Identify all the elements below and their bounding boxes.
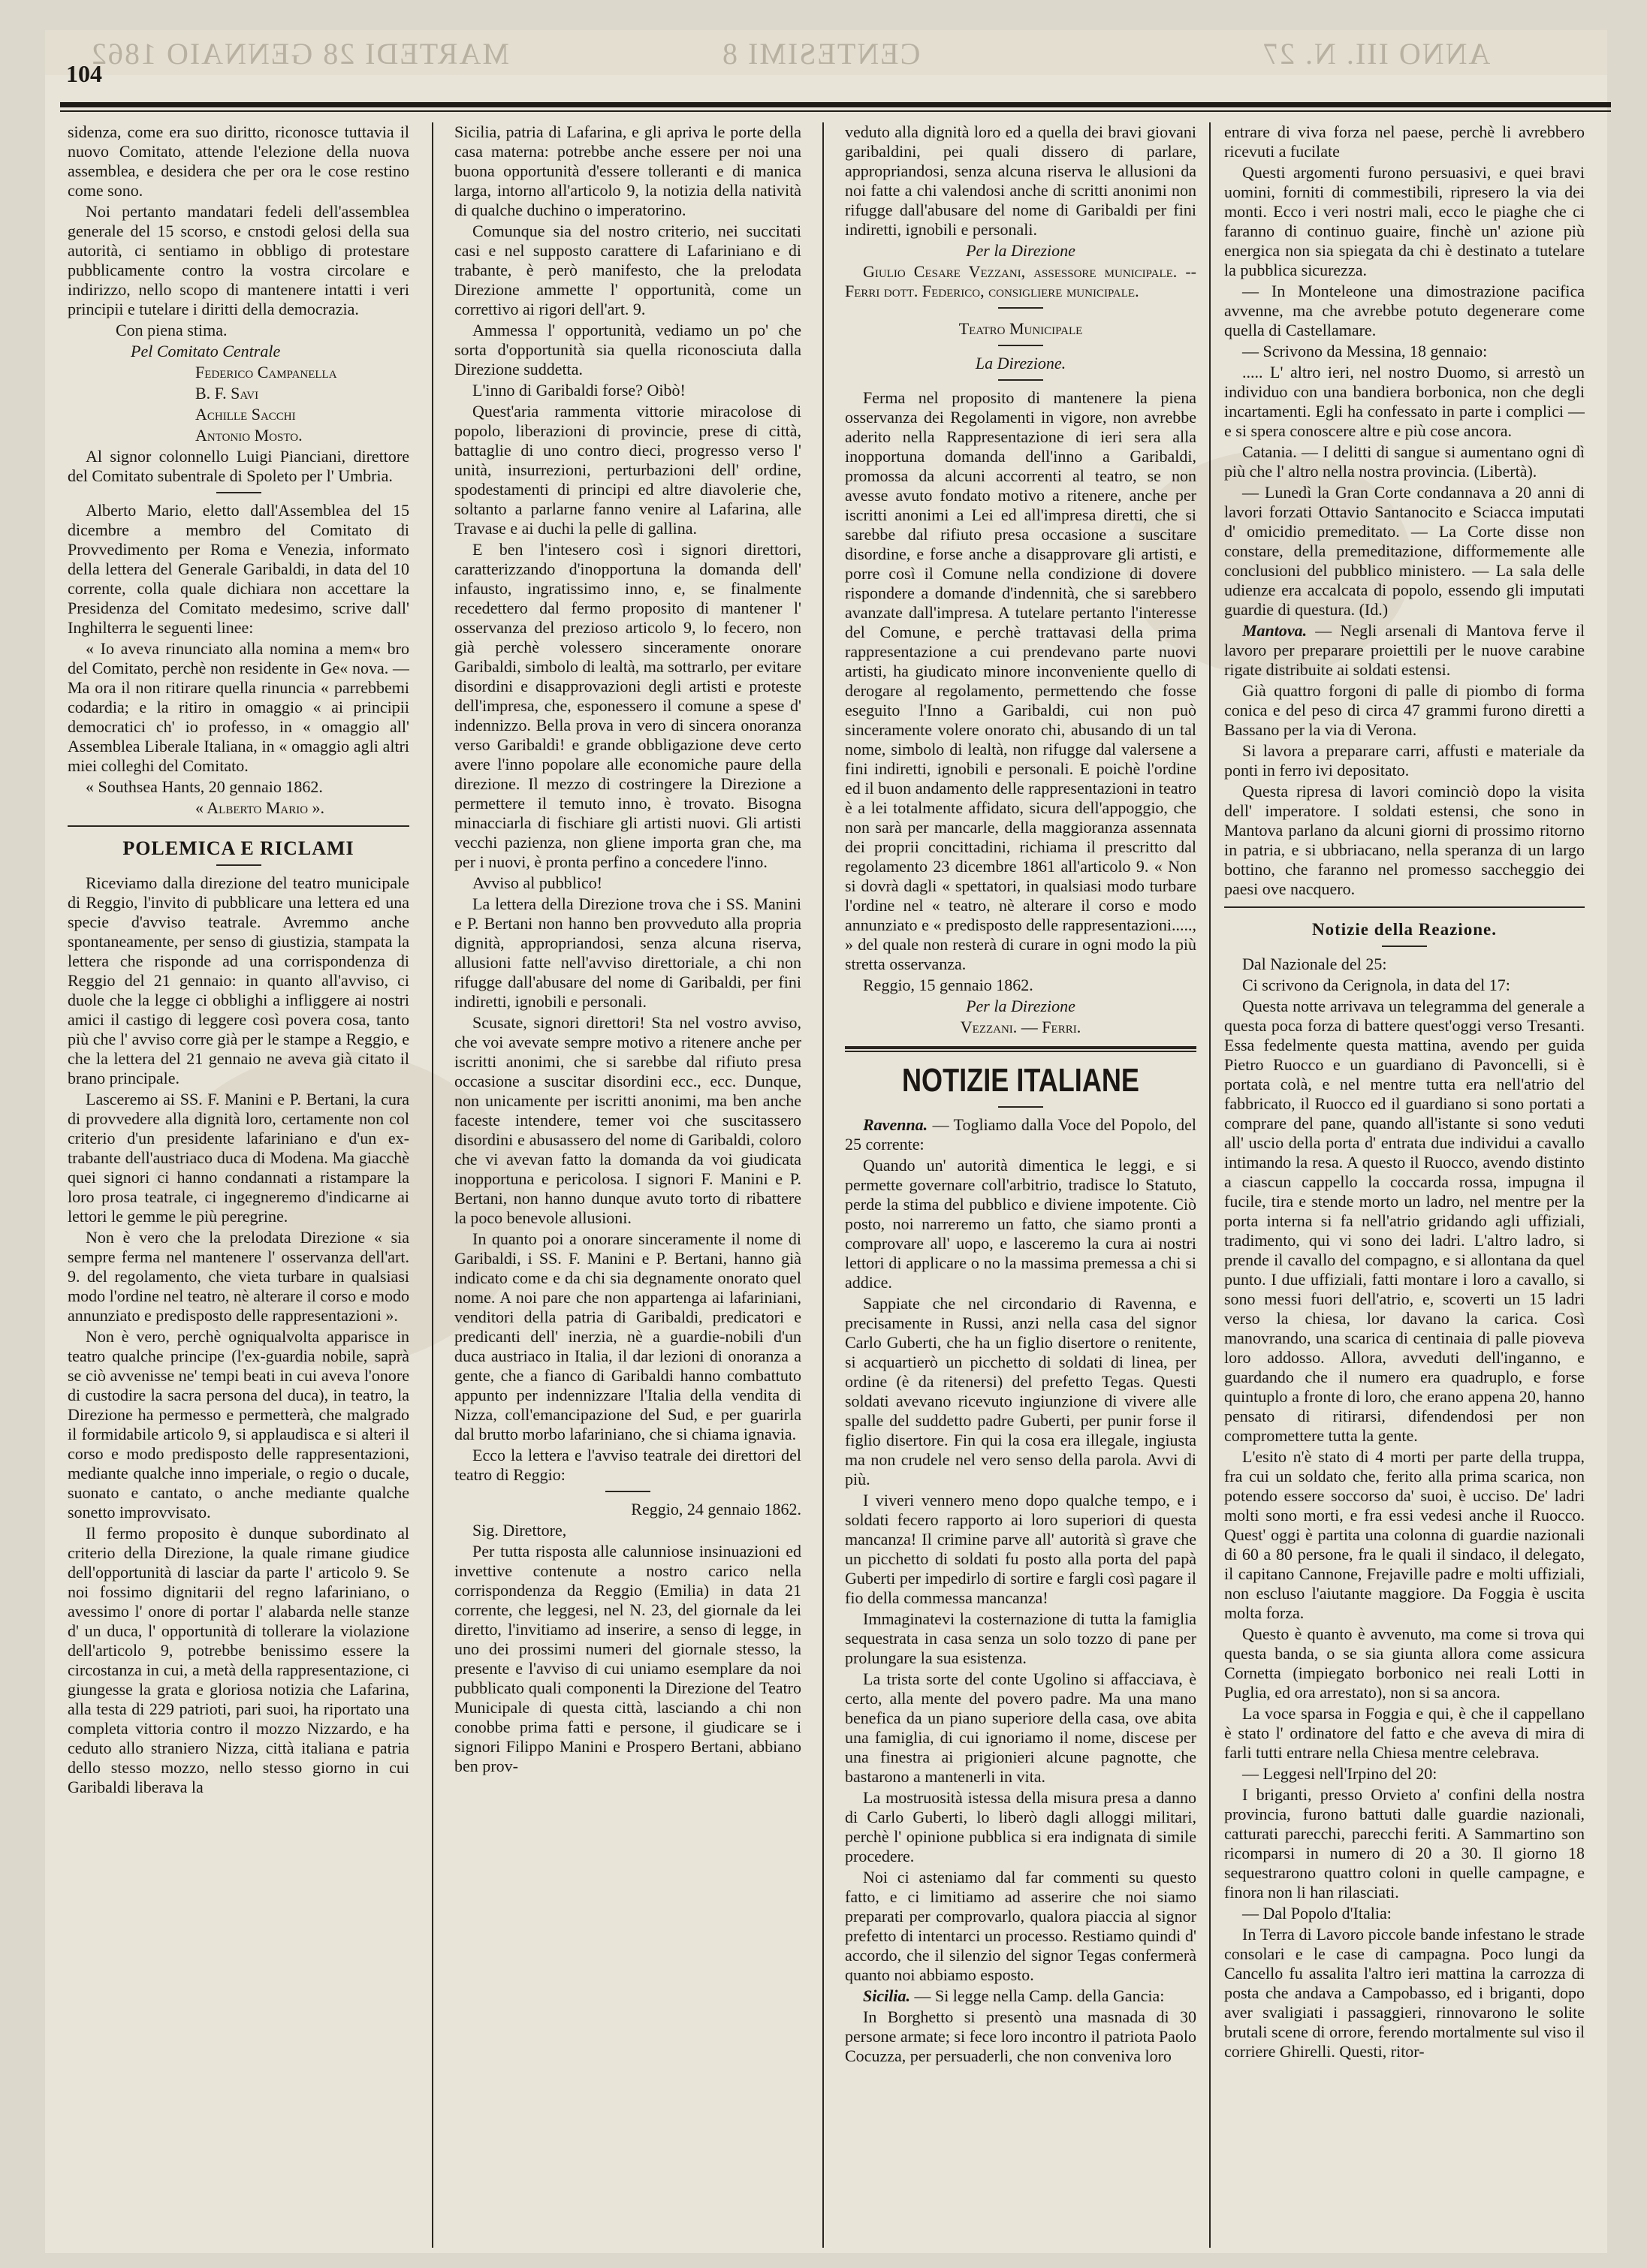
paragraph: Ammessa l' opportunità, vediamo un po' che sorta d'opportunità sia quella riconosciuta dalla Direzione suddetta.: [454, 321, 801, 379]
signature: Antonio Mosto.: [195, 426, 303, 445]
section-title: Notizie della Reazione.: [1312, 920, 1497, 939]
paragraph: [845, 1115, 1196, 1154]
paragraph: Al signor colonnello Luigi Pianciani, direttore del Comitato subentrale di Spoleto per l' Umbria.: [68, 447, 409, 485]
paragraph: Immaginatevi la costernazione di tutta la famiglia sequestrata in casa senza un solo tozzo di pane per prolungare la sua esistenza.: [845, 1609, 1196, 1667]
paragraph: I viveri vennero meno dopo qualche tempo, e i soldati fecero rapporto ai loro superiori di questa mancanza! Il crimine parve all' autorità sì grave che un picchetto di soldati fu posto alla porta del papà Guberti per impedirlo di sortire e fargli così pagare il fio della commessa mancanza!: [845, 1491, 1196, 1607]
paragraph: E ben l'intesero così i signori direttori, caratterizzando d'inopportuna la domanda dell' infausto, ingratissimo inno, e, se finalmente recedettero dal fermo proposito di mantener l' osservanza del prezioso articolo 9, lo fecero, non già perchè volessero sinceramente onorare Garibaldi, simbolo di lealtà, ma sottrarlo, per evitare disordini e disapprovazioni degli artisti e proteste dell'impresa, che, esponessero il comune a spese d' indennizzo. Bella prova in vero di sincera onoranza verso Garibaldi! e grande obbligazione deve certo avere l'inno popolare alle economiche paure della direzione. Il mezzo di costringere la Direzione a permettere il temuto inno, è trovato. Bisogna minacciarla di fischiare gli artisti nuovi. Gli artisti vecchi pazienza, non gliene importa gran che, ma per i nuovi, è pronta perfino a concedere l'inno.: [454, 540, 801, 871]
ghost-price: CENTESIMI 8: [721, 37, 921, 71]
section-title: POLEMICA E RICLAMI: [122, 837, 354, 859]
separator: [998, 1106, 1043, 1108]
paragraph: Lasceremo ai SS. F. Manini e P. Bertani, la cura di provvedere alla dignità loro, certamente non col criterio d'un presidente lafariniano e d'un ex-trabante dell'austriaco duca di Modena. Ma giacchè quei signori ci hanno condannati a ristampare la loro prosa teatrale, ci ingegneremo d'indicarne ai lettori le gemme le più peregrine.: [68, 1090, 409, 1226]
separator: [998, 345, 1043, 346]
quote-signature: « Alberto Mario ».: [195, 798, 325, 817]
notice-date: Reggio, 15 gennaio 1862.: [863, 976, 1033, 994]
separator: [998, 307, 1043, 309]
paragraph: L'inno di Garibaldi forse? Oibò!: [472, 381, 686, 400]
paragraph: La voce sparsa in Foggia e qui, è che il cappellano è stato l' ordinatore del fatto e che aveva di mira di farli tutti entrare nella Chiesa mentre celebrava.: [1224, 1704, 1585, 1762]
column-3: [845, 122, 1196, 2248]
paragraph: Comunque sia del nostro criterio, nei succitati casi e nel supposto carattere di Lafariniano e di trabante, è però manifesto, che la prelodata Direzione ammette l' opportunità, come un correttivo ai rigori dell'art. 9.: [454, 222, 801, 318]
paragraph: Per tutta risposta alle calunniose insinuazioni ed invettive contenute a nostro carico nella corrispondenza da Reggio (Emilia) in data 21 corrente, che leggesi, nel N. 23, del giornale da lei diretto, l'invitiamo ad inserire, a senso di legge, in uno dei prossimi numeri del giornale stesso, la presente e l'avviso di cui uniamo esemplare da noi pubblicato quali componenti la Direzione del Teatro Municipale di questa città, lasciando a chi non conobbe prima fatti e persone, il giudicare se i signori Filippo Manini e Prospero Bertani, abbiano ben prov-: [454, 1542, 801, 1775]
place-name: Ravenna.: [863, 1115, 928, 1134]
place-name: Sicilia.: [863, 1986, 910, 2005]
column-1: [68, 122, 409, 2248]
column-2: [454, 122, 801, 2248]
paragraph: Ci scrivono da Cerignola, in data del 17:: [1242, 976, 1510, 994]
paragraph-text: — Negli arsenali di Mantova ferve il lavoro per preparare proiettili per le nuove carabine rigate distribuite ai soldati estensi.: [1224, 621, 1585, 679]
paragraph: Già quattro forgoni di palle di piombo di forma conica e del peso di circa 47 grammi furono diretti a Bassano per la via di Verona.: [1224, 681, 1585, 739]
paragraph: In quanto poi a onorare sinceramente il nome di Garibaldi, i SS. F. Manini e P. Bertani, hanno già indicato come e da chi sia degnamente onorato quel nome. A noi pare che non appartenga ai lafariniani, venditori della patria di Garibaldi, predicatori e predicanti dell' inerzia, nè a guardie-nobili d'un duca austriaco in Italia, il dar lezioni di onoranza a gente, che a fianco di Garibaldi hanno combattuto appunto per indennizzare l'Italia della vendita di Nizza, coll'emancipazione del Sud, e per guarirla dal brutto morbo lafariniano, che si chiama ignavia.: [454, 1229, 801, 1443]
section-title: NOTIZIE ITALIANE: [901, 1062, 1140, 1099]
paragraph: Con piena stima.: [116, 321, 228, 339]
paragraph: Questa ripresa di lavori cominciò dopo la visita dell' imperatore. I soldati estensi, che sono in Mantova parlano da alcuni giorni di prossimo ritorno in patria, e si ubbriacano, nella speranza di un largo bottino, che faranno nel promesso saccheggio dei paesi ove nacquero.: [1224, 782, 1585, 898]
paragraph-text: — Togliamo dalla Voce del Popolo, del 25 corrente:: [845, 1115, 1196, 1154]
signature-title: Pel Comitato Centrale: [131, 342, 281, 360]
signature: Achille Sacchi: [195, 405, 296, 424]
paragraph: Questi argomenti furono persuasivi, e quei bravi uomini, forniti di commestibili, ripresero la via dei monti. Ecco i veri nostri mali, ecco le piaghe che ci faranno di continuo guaire, finchè un' azione più energica non sia spiegata da chi è destinato a tutelare la pubblica sicurezza.: [1224, 163, 1585, 279]
signature: Giulio Cesare Vezzani, assessore municipale. -- Ferri dott. Federico, consigliere municipale.: [845, 262, 1196, 300]
signature: Federico Campanella: [195, 363, 337, 382]
separator: [216, 864, 261, 866]
paragraph: Non è vero che la prelodata Direzione « sia sempre ferma nel mantenere l' osservanza dell'art. 9. del regolamento, che vieta turbare in qualsiasi modo l'ordine nel teatro, nè alterare il corso e modo annunziato e predisposto delle rappresentazioni ».: [68, 1228, 409, 1325]
section-rule: [845, 1046, 1196, 1052]
paragraph: La lettera della Direzione trova che i SS. Manini e P. Bertani non hanno ben provveduto alla propria dignità, appropriandosi, senza alcuna riserva, allusioni fatte nell'avviso direttoriale, a chi non rifugge dall'abusare del nome di Garibaldi, per fini indiretti, ignobili e personali.: [454, 894, 801, 1011]
paragraph: Dal Nazionale del 25:: [1242, 955, 1387, 973]
paragraph: In Terra di Lavoro piccole bande infestano le strade consolari e le case di campagna. Poco lungi da Cancello fu assalita l'altro ieri mattina la carrozza di posta che andava a Campobasso, ed i briganti, dopo aver svaligiati i passaggieri, rinnovarono le solite brutali scene di orrore, ferendo mortalmente sul viso il corriere Ghirelli. Questi, ritor-: [1224, 1925, 1585, 2061]
paragraph: — Scrivono da Messina, 18 gennaio:: [1242, 342, 1488, 360]
paragraph: Sicilia, patria di Lafarina, e gli apriva le porte della casa materna: potrebbe anche essere per noi una buona opportunità d'essere tolleranti e di manica larga, intorno all'articolo 9, la notizia della natività di qualche duchino o imperatorino.: [454, 122, 801, 219]
letter-date: Reggio, 24 gennaio 1862.: [631, 1500, 801, 1519]
section-rule: [1224, 906, 1585, 908]
paragraph: Alberto Mario, eletto dall'Assemblea del 15 dicembre a membro del Comitato di Provvedimento per Roma e Venezia, informato della lettera del Generale Garibaldi, in data del 10 corrente, colla quale dichiara non accettare la Presidenza del Comitato medesimo, scrive dall' Inghilterra le seguenti linee:: [68, 501, 409, 637]
paragraph: Quest'aria rammenta vittorie miracolose di popolo, liberazioni di provincie, prese di città, battaglie di uno contro dieci, progresso verso l' unità, insurrezioni, perturbazioni dell' ordine, spodestamenti di principi ed altre diavolerie che, soltanto a parlarne fanno venire al Lafarina, alle Travase e ai duchi la pelle di gallina.: [454, 402, 801, 538]
separator: [605, 1491, 650, 1492]
paragraph: Riceviamo dalla direzione del teatro municipale di Reggio, l'invito di pubblicare una lettera ed una specie d'avviso teatrale. Avremmo anche spontaneamente, per senso di giustizia, stampata la lettera che risponde ad una corrispondenza di Reggio del 21 gennaio: in quanto all'avviso, ci duole che la legge ci obblighi a infliggere ai nostri amici il castigo di leggere così povera cosa, tanto più che l' avviso corre già per le stampe a Reggio, e che la lettera del 21 gennaio ne aveva già citato il brano principale.: [68, 873, 409, 1087]
paragraph: — In Monteleone una dimostrazione pacifica avvenne, ma che avrebbe potuto degenerare come quella di Castellamare.: [1224, 282, 1585, 339]
header-rule-thin: [60, 110, 1611, 112]
paragraph: Questa notte arrivava un telegramma del generale a questa poca forza di battere quest'oggi verso Tresanti. Essa fedelmente questa mattina, avendo per guida Pietro Ruocco e un guardiano di Pavoncelli, si è portata colà, e nel mentre tutta era nell'atrio del fabbricato, il Ruocco ed il guardiano si sono portati a comprare del pane, quando all'istante si sono veduti all' uscio della porta d' entrata due individui a cavallo intimando la resa. A questo il Ruocco, avendo distinto a ciascun cappello la coccarda rossa, impugna il fucile, tira e stende morto un ladro, nel mentre per la porta interna si fa nell'atrio gridando agli uffiziali, tradimento, qui vi sono dei ladri. L'altro ladro, si prende il cavallo del compagno, e si allontana da quel punto. I due uffiziali, fatti montare i loro a cavallo, si sono messi fuori dell'atrio, e, scoverti un 15 ladri verso la chiesa, lor davano la carica. Così manovrando, una scarica di centinaia di palle pioveva loro addosso. Allora, avveduti dell'inganno, e guardando che il numero era quadruplo, e forse quintuplo a fronte di loro, che erano appena 20, hanno pensato di ritirarsi, difendendosi per non compromettere tutta la gente.: [1224, 997, 1585, 1445]
paragraph: I briganti, presso Orvieto a' confini della nostra provincia, furono battuti dalle guardie nazionali, catturati parecchi, parecchi feriti. A Sammartino son ricomparsi in numero di 20 a 30. Il giorno 18 sequestrarono quattro coloni in quelle campagne, e finora non li han rilasciati.: [1224, 1785, 1585, 1902]
separator: [1382, 946, 1427, 947]
place-name: Mantova.: [1242, 621, 1308, 640]
paragraph: In Borghetto si presentò una masnada di 30 persone armate; si fece loro incontro il patriota Paolo Cocuzza, per persuaderli, che non conveniva loro: [845, 2007, 1196, 2065]
section-rule: [68, 825, 409, 827]
bleed-through-strip: [45, 30, 1607, 75]
paragraph: Si lavora a preparare carri, affusti e materiale da ponti in ferro ivi depositato.: [1224, 741, 1585, 780]
paragraph: — Lunedì la Gran Corte condannava a 20 anni di lavori forzati Ottavio Santanocito e Sciacca imputati d' omicidio premeditato. — La Corte disse non constare, della premeditazione, difformemente alle conclusioni del pubblico ministero. — La sala delle udienze era accalcata di popolo, essendo gli imputati guardie di questura. (Id.): [1224, 483, 1585, 619]
signature-title: Per la Direzione: [966, 997, 1075, 1015]
column-divider: [822, 122, 824, 2248]
separator: [216, 492, 261, 493]
column-divider: [1209, 122, 1211, 2248]
ghost-volume: ANNO III. N. 27: [1262, 37, 1491, 71]
paragraph: Catania. — I delitti di sangue si aumentano ogni dì più che l' altro nella nostra provincia. (Libertà).: [1224, 442, 1585, 481]
paragraph: Scusate, signori direttori! Sta nel vostro avviso, che voi avevate sempre motivo a ritenere anche per iscritti anonimi, che si sarebbe dal rifiuto presa occasione a suscitar disordini ecc., ecc. Dunque, non unicamente per iscritti anonimi, ma ben anche faceste intendere, temer voi che suscitassero disordini e abusassero del nome di Garibaldi, coloro che vi avevan fatto la domanda da voi giudicata inopportuna e pericolosa. I signori F. Manini e P. Bertani, non hanno dunque avuto torto di ribattere la poco benevole allusioni.: [454, 1013, 801, 1227]
quote: « Io aveva rinunciato alla nomina a mem« bro del Comitato, perchè non residente in Ge« nova. — Ma ora il non ritirare quella rinuncia « parrebbemi codardia; e la ritiro in omaggio « ai principii democratici ch' io professo, in « omaggio all' Assemblea Liberale Italiana, in « omaggio agli altri miei colleghi del Comitato.: [68, 639, 409, 775]
paragraph: Quando un' autorità dimentica le leggi, e si permette governare coll'arbitrio, tradisce lo Statuto, perde la stima del pubblico e diviene impotente. Ciò posto, noi narreremo un fatto, che siamo pronti a comprovare all' uopo, e lasceremo la cura ai nostri lettori di applicare o no la massima premessa a chi si addice.: [845, 1156, 1196, 1292]
signature: B. F. Savi: [195, 384, 259, 403]
paragraph: [845, 1986, 1196, 2006]
paragraph: Avviso al pubblico!: [472, 873, 603, 892]
page-number: 104: [66, 60, 102, 87]
paragraph: Il fermo proposito è dunque subordinato al criterio della Direzione, la quale rimane giudice dell'opportunità di lasciar da parte l' articolo 9. Se noi fossimo dignitarii del regno lafariniano, o avessimo l' onore di portar l' alabarda nelle stanze d' un duca, l' opportunità di tollerare la violazione dell'articolo 9, potrebbe benissimo essere la circostanza in cui, a metà della rappresentazione, ci giungesse la grata e gloriosa notizia che Lafarina, alla testa di 229 patrioti, pari suoi, ha riportato una completa vittoria contro il mozzo Nizzardo, e ha ceduto allo straniero Nizza, città italiana e patria dello stesso mozzo, nello stesso giorno in cui Garibaldi liberava la: [68, 1524, 409, 1796]
paragraph: veduto alla dignità loro ed a quella dei bravi giovani garibaldini, pei quali dissero di parlare, appropriandosi, senza alcuna riserva le allusioni da noi fatte a chi valendosi anche di scritti anonimi non rifugge dall'abusare del nome di Garibaldi per fini indiretti, ignobili e personali.: [845, 122, 1196, 239]
paragraph: Questo è quanto è avvenuto, ma come si trova qui questa banda, o se sia giunta allora come assicura Cornetta (impiegato borbonico nei reali Lotti in Puglia, ed ora arrestato), non si sa ancora.: [1224, 1624, 1585, 1702]
paragraph: La mostruosità istessa della misura presa a danno di Carlo Guberti, lo liberò dagli alloggi militari, perchè l' opinione pubblica si era indignata di simile procedere.: [845, 1788, 1196, 1865]
paragraph: Noi pertanto mandatari fedeli dell'assemblea generale del 15 scorso, e cnstodi gelosi della sua autorità, ci sentiamo in obbligo di protestare pubblicamente contro la vostra circolare e indirizzo, nello scopo di mantenere intatti i veri principii e tutelare i diritti della democrazia.: [68, 202, 409, 318]
signature-title: Per la Direzione: [966, 241, 1075, 260]
letter-salutation: Sig. Direttore,: [472, 1521, 567, 1540]
paragraph: La trista sorte del conte Ugolino si affacciava, è certo, alla mente del povero padre. Ma una mano benefica da un piano superiore della casa, ove abita una famiglia, di cui ignoriamo il nome, discese per una finestra ai prigionieri alcune pagnotte, che bastarono a mantenerli in vita.: [845, 1669, 1196, 1786]
paragraph: ..... L' altro ieri, nel nostro Duomo, si arrestò un individuo con una bandiera borbonica, non che degli incartamenti. Egli ha confessato in parte i complici — e si spera conoscere altre e più cose ancora.: [1224, 363, 1585, 440]
paragraph: — Dal Popolo d'Italia:: [1242, 1904, 1392, 1923]
paragraph-text: — Si legge nella Camp. della Gancia:: [909, 1986, 1165, 2005]
column-divider: [432, 122, 433, 2248]
ghost-date: MARTEDI 28 GENNAIO 1862: [90, 37, 509, 71]
paragraph: Non è vero, perchè ogniqualvolta apparisce in teatro qualche principe (l'ex-guardia nobile, saprà se ciò avvenisse ne' tempi beati in cui aveva l'onore di custodire la sacra persona del duca), in teatro, la Direzione ha permesso e permetterà, che malgrado il formidabile articolo 9, si applaudisca e si alteri il corso e modo predisposto delle rappresentazioni, mediante qualche inno imperiale, o regio o ducale, suonato e cantato, o anche mediante qualche sonetto improvvisato.: [68, 1327, 409, 1522]
paragraph: [1224, 621, 1585, 680]
signature: Vezzani. — Ferri.: [960, 1018, 1081, 1036]
quote-date: « Southsea Hants, 20 gennaio 1862.: [86, 777, 323, 796]
paragraph: Ecco la lettera e l'avviso teatrale dei direttori del teatro di Reggio:: [454, 1446, 801, 1484]
paragraph: Noi ci asteniamo dal far commenti su questo fatto, e ci limitiamo ad asserire che noi siamo preparati per comprovarlo, qualora piaccia al signor prefetto di intentarci un processo. Restiamo quindi d' accordo, che il silenzio del signor Tegas confermerà quanto noi abbiamo esposto.: [845, 1868, 1196, 1984]
paragraph: sidenza, come era suo diritto, riconosce tuttavia il nuovo Comitato, attende l'elezione della nuova assemblea, e desidera che per ora le cose restino come sono.: [68, 122, 409, 200]
separator: [998, 379, 1043, 381]
column-4: [1224, 122, 1585, 2248]
notice-title: Teatro Municipale: [958, 319, 1083, 338]
paragraph: L'esito n'è stato di 4 morti per parte della truppa, fra cui un soldato che, ferito alla prima scarica, non potendo essere soccorso da' suoi, è ucciso. De' ladri molti sono morti, e fra essi vedesi anche il Ruocco. Quest' oggi è partita una colonna di guardie nazionali di 60 a 80 persone, fra le quali il sindaco, il delegato, il capitano Cannone, Frejaville padre e molti uffiziali, non escluso l'aiutante maggiore. Da Foggia è uscita molta forza.: [1224, 1447, 1585, 1622]
paragraph: Ferma nel proposito di mantenere la piena osservanza dei Regolamenti in vigore, non avrebbe aderito nella Rappresentazione di ieri sera alla inopportuna domanda dell'inno a Garibaldi, promossa da alcuni accorrenti al teatro, se non avesse avuto fondato motivo a ritenere, anche per iscritti anonimi a Lei ed all'impresa diretti, che si sarebbe dal rifiuto presa occasione a suscitare disordine, e forse anche a disapprovare gli artisti, e porre così il Comune nella condizione di dovere rispondere a domande d'indennità, che si sarebbero avanzate dall'impresa. A tutelare pertanto l'interesse del Comune, e perchè trattavasi della prima rappresentazione a cui prendevano parte nuovi artisti, ha giudicato minore inconveniente quello di derogare al regolamento, permettendo che fosse eseguito l'Inno a Garibaldi, cui non può sinceramente volere onorato chi, abusando di un tal nome, simbolo di lealtà, non rifugge dal valersene a fini indiretti, ignobili e personali. E poichè l'ordine ed il buon andamento delle rappresentazioni in teatro è a lei totalmente affidato, sicura dell'appoggio, che non sarà per mancarle, della maggioranza assennata dei proprii concittadini, richiama il prescritto dal regolamento 23 dicembre 1861 all'articolo 9. « Non si dovrà dagli « spettatori, in qualsiasi modo turbare l'ordine nel « teatro, nè alterare il corso e modo annunziato e « predisposto delle rappresentazioni....., » del quale non resterà di curare in ogni modo la più stretta osservanza.: [845, 388, 1196, 973]
notice-subtitle: La Direzione.: [975, 354, 1066, 372]
paragraph: — Leggesi nell'Irpino del 20:: [1242, 1764, 1437, 1783]
paragraph: Sappiate che nel circondario di Ravenna, e precisamente in Russi, anzi nella casa del signor Carlo Guberti, che ha un figlio disertore o renitente, si acquartierò un picchetto di soldati di linea, per ordine (è da ritenersi) del prefetto Tegas. Questi soldati avevano ricevuto ingiunzione di vivere alle spalle del suddetto padre Guberti, per punir forse il figlio disertore. Fin qui la cosa era illegale, ingiusta ma non crudele nel vero senso della parola. Avvi di più.: [845, 1294, 1196, 1488]
header-rule-thick: [60, 102, 1611, 107]
paragraph: entrare di viva forza nel paese, perchè li avrebbero ricevuti a fucilate: [1224, 122, 1585, 161]
